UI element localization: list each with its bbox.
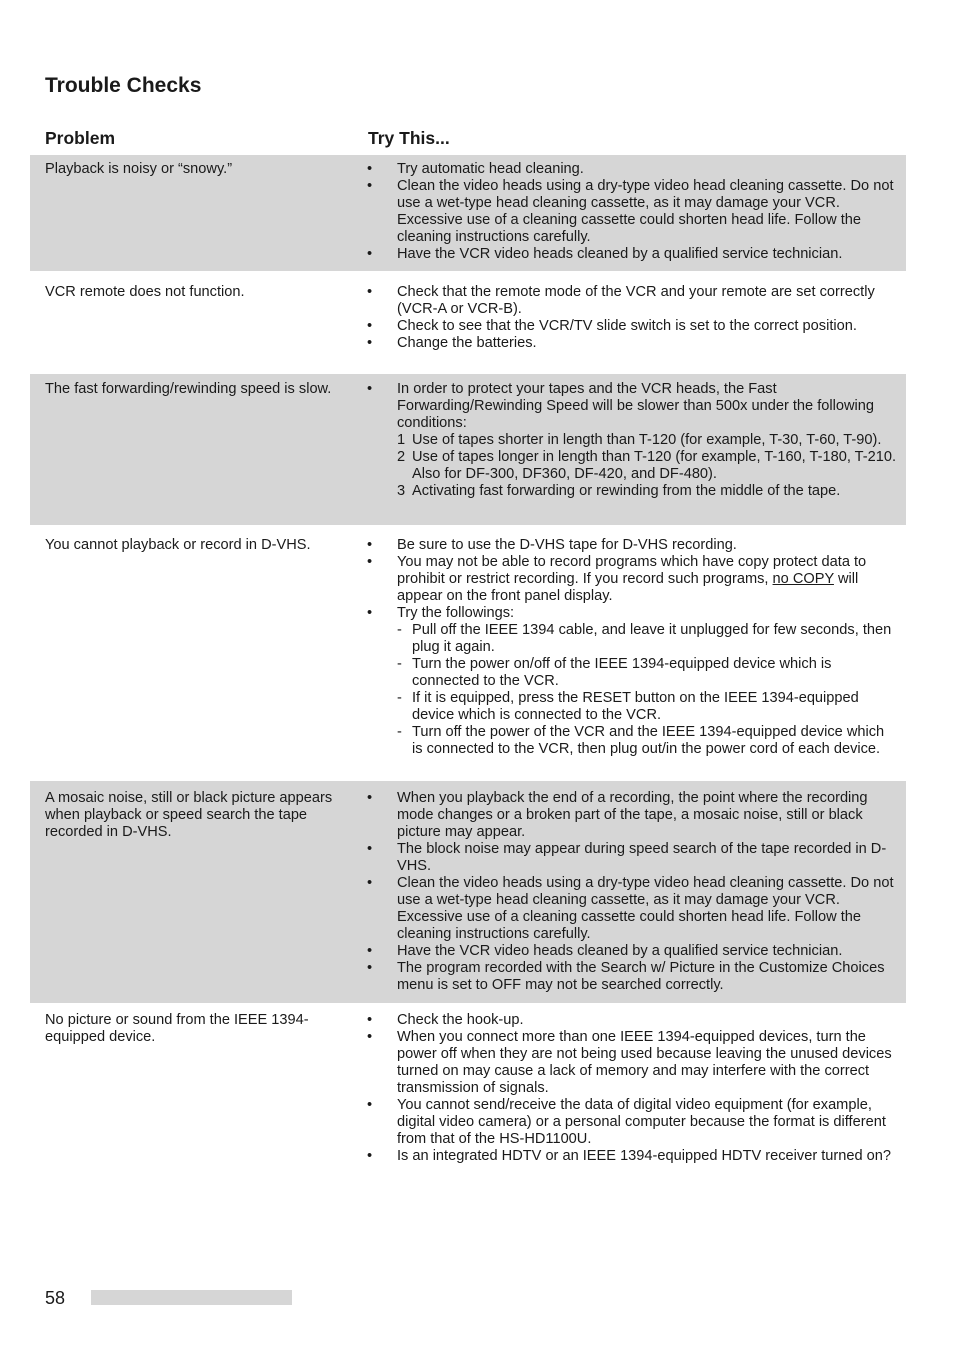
sub-item-text: Activating fast forwarding or rewinding from the middle of the tape. <box>412 483 841 499</box>
sub-item-marker: - <box>397 622 402 638</box>
bullet-marker: • <box>367 790 373 806</box>
sub-item-marker: 3 <box>397 483 406 499</box>
list-item-text: The program recorded with the Search w/ Picture in the Customize Choices menu is set to OFF may not be searched correctly. <box>397 960 885 993</box>
table-row <box>30 1003 906 1203</box>
list-item <box>363 178 898 246</box>
list-item-text: When you connect more than one IEEE 1394-equipped devices, turn the power off when they are not being used because leaving the unused devices turned on may cause a lack of memory and may interfere with the correct transmission of signals. <box>397 1029 892 1096</box>
sub-list-item <box>397 656 898 690</box>
list-item <box>363 554 898 605</box>
bullet-marker: • <box>367 875 373 891</box>
sub-item-text: Pull off the IEEE 1394 cable, and leave it unplugged for few seconds, then plug it again. <box>412 622 892 655</box>
solution-cell <box>363 381 898 500</box>
bullet-marker: • <box>367 246 373 262</box>
column-header-problem: Problem <box>45 128 116 148</box>
list-item <box>363 537 898 554</box>
list-item-text: Check that the remote mode of the VCR and your remote are set correctly (VCR-A or VCR-B). <box>397 284 875 317</box>
list-item <box>363 1029 898 1097</box>
trouble-table <box>30 155 906 1203</box>
list-item-text: Have the VCR video heads cleaned by a qualified service technician. <box>397 246 843 262</box>
solution-cell <box>363 790 898 994</box>
solution-cell <box>363 284 898 352</box>
list-item-text: Clean the video heads using a dry-type video head cleaning cassette. Do not use a wet-type head cleaning cassette, as it may damage your VCR. Excessive use of a cleaning cassette could shorten head life. Follow the cleaning instructions carefully. <box>397 875 894 942</box>
bullet-marker: • <box>367 1148 373 1164</box>
list-item-text-continued: will appear on the front panel display. <box>397 571 859 604</box>
list-item-text: Check the hook-up. <box>397 1012 524 1028</box>
bullet-marker: • <box>367 1097 373 1113</box>
list-item-text: Is an integrated HDTV or an IEEE 1394-equipped HDTV receiver turned on? <box>397 1148 892 1164</box>
solution-cell <box>363 537 898 758</box>
sub-item-marker: 2 <box>397 449 406 465</box>
bullet-marker: • <box>367 537 373 553</box>
bullet-marker: • <box>367 381 373 397</box>
list-item <box>363 246 898 263</box>
table-row <box>30 525 906 781</box>
list-item <box>363 841 898 875</box>
list-item <box>363 960 898 994</box>
solution-cell <box>363 161 898 263</box>
list-item-text: In order to protect your tapes and the VCR heads, the Fast Forwarding/Rewinding Speed will be slower than 500x under the following conditions: <box>397 381 875 431</box>
bullet-marker: • <box>367 284 373 300</box>
list-item <box>363 875 898 943</box>
list-item <box>363 1012 898 1029</box>
no-copy-indicator-text: no COPY <box>772 571 834 587</box>
bullet-marker: • <box>367 960 373 976</box>
footer-bar <box>91 1290 292 1305</box>
list-item-text: When you playback the end of a recording, the point where the recording mode changes or a broken part of the tape, a mosaic noise, still or black picture may appear. <box>397 790 868 840</box>
problem-cell: You cannot playback or record in D-VHS. <box>45 537 311 553</box>
sub-list-item <box>397 449 898 483</box>
table-row <box>30 271 906 374</box>
sub-item-text: Use of tapes shorter in length than T-120 (for example, T-30, T-60, T-90). <box>412 432 882 448</box>
table-row <box>30 374 906 525</box>
bullet-marker: • <box>367 605 373 621</box>
sub-list-item <box>397 432 898 449</box>
sub-item-marker: - <box>397 724 402 740</box>
sub-item-text: Use of tapes longer in length than T-120 (for example, T-160, T-180, T-210. Also for DF-300, DF360, DF-420, and DF-480). <box>412 449 897 482</box>
bullet-marker: • <box>367 554 373 570</box>
solution-cell <box>363 1012 898 1165</box>
sub-list-item <box>397 690 898 724</box>
list-item <box>363 381 898 432</box>
bullet-marker: • <box>367 1012 373 1028</box>
list-item-text: Check to see that the VCR/TV slide switch is set to the correct position. <box>397 318 857 334</box>
page-title: Trouble Checks <box>45 74 202 97</box>
list-item-text: Try the followings: <box>397 605 515 621</box>
sub-item-marker: - <box>397 690 402 706</box>
list-item-text: Try automatic head cleaning. <box>397 161 584 177</box>
problem-cell: VCR remote does not function. <box>45 284 245 300</box>
bullet-marker: • <box>367 178 373 194</box>
list-item <box>363 943 898 960</box>
list-item-text: Be sure to use the D-VHS tape for D-VHS recording. <box>397 537 737 553</box>
list-item-text: You may not be able to record programs which have copy protect data to prohibit or restrict recording. If you record such programs, <box>397 554 867 587</box>
list-item <box>363 605 898 622</box>
bullet-marker: • <box>367 335 373 351</box>
problem-cell: A mosaic noise, still or black picture appears when playback or speed search the tape recorded in D-VHS. <box>45 790 333 840</box>
sub-item-marker: 1 <box>397 432 406 448</box>
list-item <box>363 284 898 318</box>
list-item <box>363 1097 898 1148</box>
column-header-try-this: Try This... <box>368 128 450 148</box>
list-item <box>363 318 898 335</box>
table-row <box>30 781 906 1003</box>
list-item-text: The block noise may appear during speed search of the tape recorded in D-VHS. <box>397 841 887 874</box>
bullet-marker: • <box>367 161 373 177</box>
page-number: 58 <box>45 1288 66 1308</box>
sub-list-item <box>397 483 898 500</box>
sub-item-text: If it is equipped, press the RESET button on the IEEE 1394-equipped device which is connected to the VCR. <box>412 690 859 723</box>
list-item <box>363 1148 898 1165</box>
problem-cell: The fast forwarding/rewinding speed is slow. <box>45 381 332 397</box>
bullet-marker: • <box>367 841 373 857</box>
sub-list-item <box>397 724 898 758</box>
bullet-marker: • <box>367 318 373 334</box>
sub-item-marker: - <box>397 656 402 672</box>
table-row <box>30 155 906 271</box>
list-item <box>363 335 898 352</box>
list-item-text: Change the batteries. <box>397 335 537 351</box>
sub-list-item <box>397 622 898 656</box>
list-item <box>363 161 898 178</box>
problem-cell: No picture or sound from the IEEE 1394-equipped device. <box>45 1012 309 1045</box>
list-item-text: You cannot send/receive the data of digital video equipment (for example, digital video camera) or a personal computer because the format is different from that of the HS-HD1100U. <box>397 1097 886 1147</box>
sub-item-text: Turn off the power of the VCR and the IEEE 1394-equipped device which is connected to the VCR, then plug out/in the power cord of each device. <box>412 724 885 757</box>
list-item <box>363 790 898 841</box>
sub-item-text: Turn the power on/off of the IEEE 1394-equipped device which is connected to the VCR. <box>412 656 832 689</box>
bullet-marker: • <box>367 943 373 959</box>
bullet-marker: • <box>367 1029 373 1045</box>
problem-cell: Playback is noisy or “snowy.” <box>45 161 233 177</box>
list-item-text: Clean the video heads using a dry-type video head cleaning cassette. Do not use a wet-type head cleaning cassette, as it may damage your VCR. Excessive use of a cleaning cassette could shorten head life. Follow the cleaning instructions carefully. <box>397 178 894 245</box>
list-item-text: Have the VCR video heads cleaned by a qualified service technician. <box>397 943 843 959</box>
